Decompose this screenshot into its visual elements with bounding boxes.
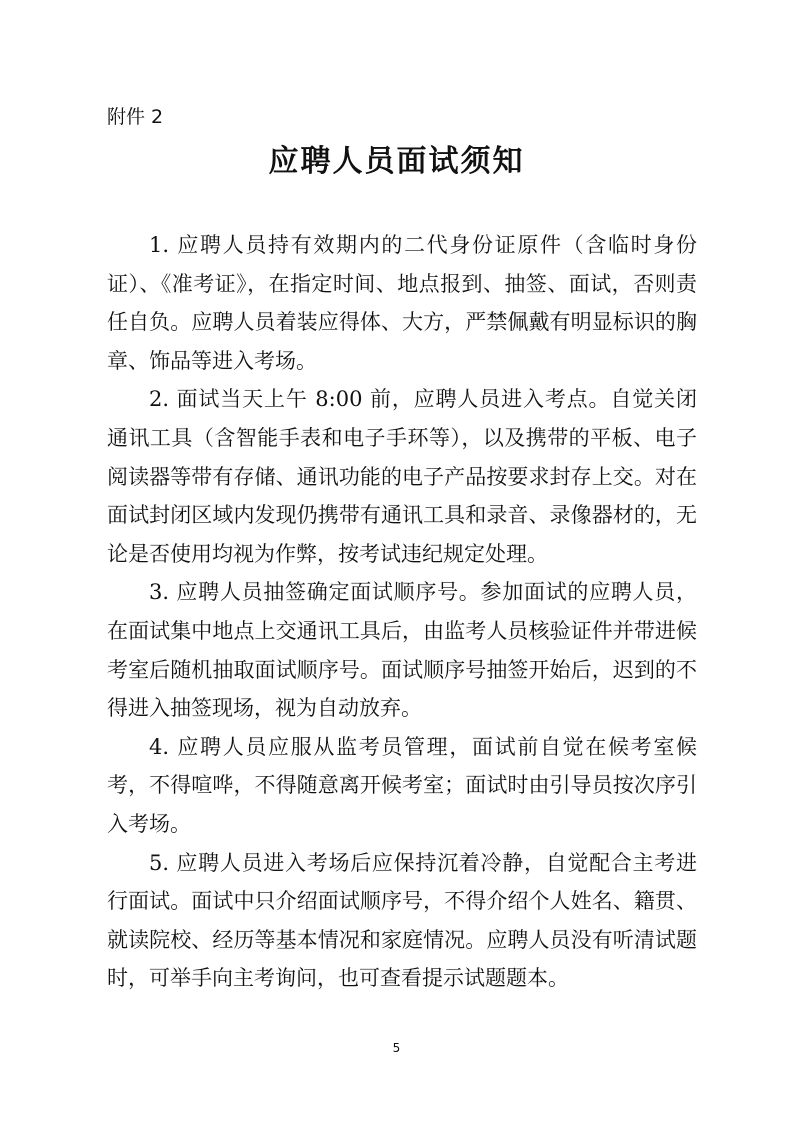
paragraph-2: 2. 面试当天上午 8:00 前，应聘人员进入考点。自觉关闭通讯工具（含智能手表和电子手环等），以及携带的平板、电子阅读器等带有存储、通讯功能的电子产品按要求封存上交。对在面试封闭区域内发现仍携带有通讯工具和录音、录像器材的，无论是否使用均视为作弊，按考试违纪规定处理。 — [107, 387, 697, 566]
paragraph-3: 3. 应聘人员抽签确定面试顺序号。参加面试的应聘人员，在面试集中地点上交通讯工具后，由监考人员核验证件并带进候考室后随机抽取面试顺序号。面试顺序号抽签开始后，迟到的不得进入抽签现场，视为自动放弃。 — [107, 580, 697, 721]
document-body — [107, 226, 697, 998]
document-title: 应聘人员面试须知 — [268, 144, 525, 179]
paragraph-5: 5. 应聘人员进入考场后应保持沉着冷静，自觉配合主考进行面试。面试中只介绍面试顺序号，不得介绍个人姓名、籍贯、就读院校、经历等基本情况和家庭情况。应聘人员没有听清试题时，可举手向主考询问，也可查看提示试题题本。 — [107, 850, 697, 991]
paragraph-4: 4. 应聘人员应服从监考员管理，面试前自觉在候考室候考，不得喧哗，不得随意离开候考室；面试时由引导员按次序引入考场。 — [107, 734, 697, 836]
page-number: 5 — [392, 1041, 401, 1055]
paragraph-1: 1. 应聘人员持有效期内的二代身份证原件（含临时身份证）、《准考证》，在指定时间、地点报到、抽签、面试，否则责任自负。应聘人员着装应得体、大方，严禁佩戴有明显标识的胸章、饰品等进入考场。 — [107, 233, 697, 373]
attachment-label: 附件 2 — [107, 106, 164, 128]
